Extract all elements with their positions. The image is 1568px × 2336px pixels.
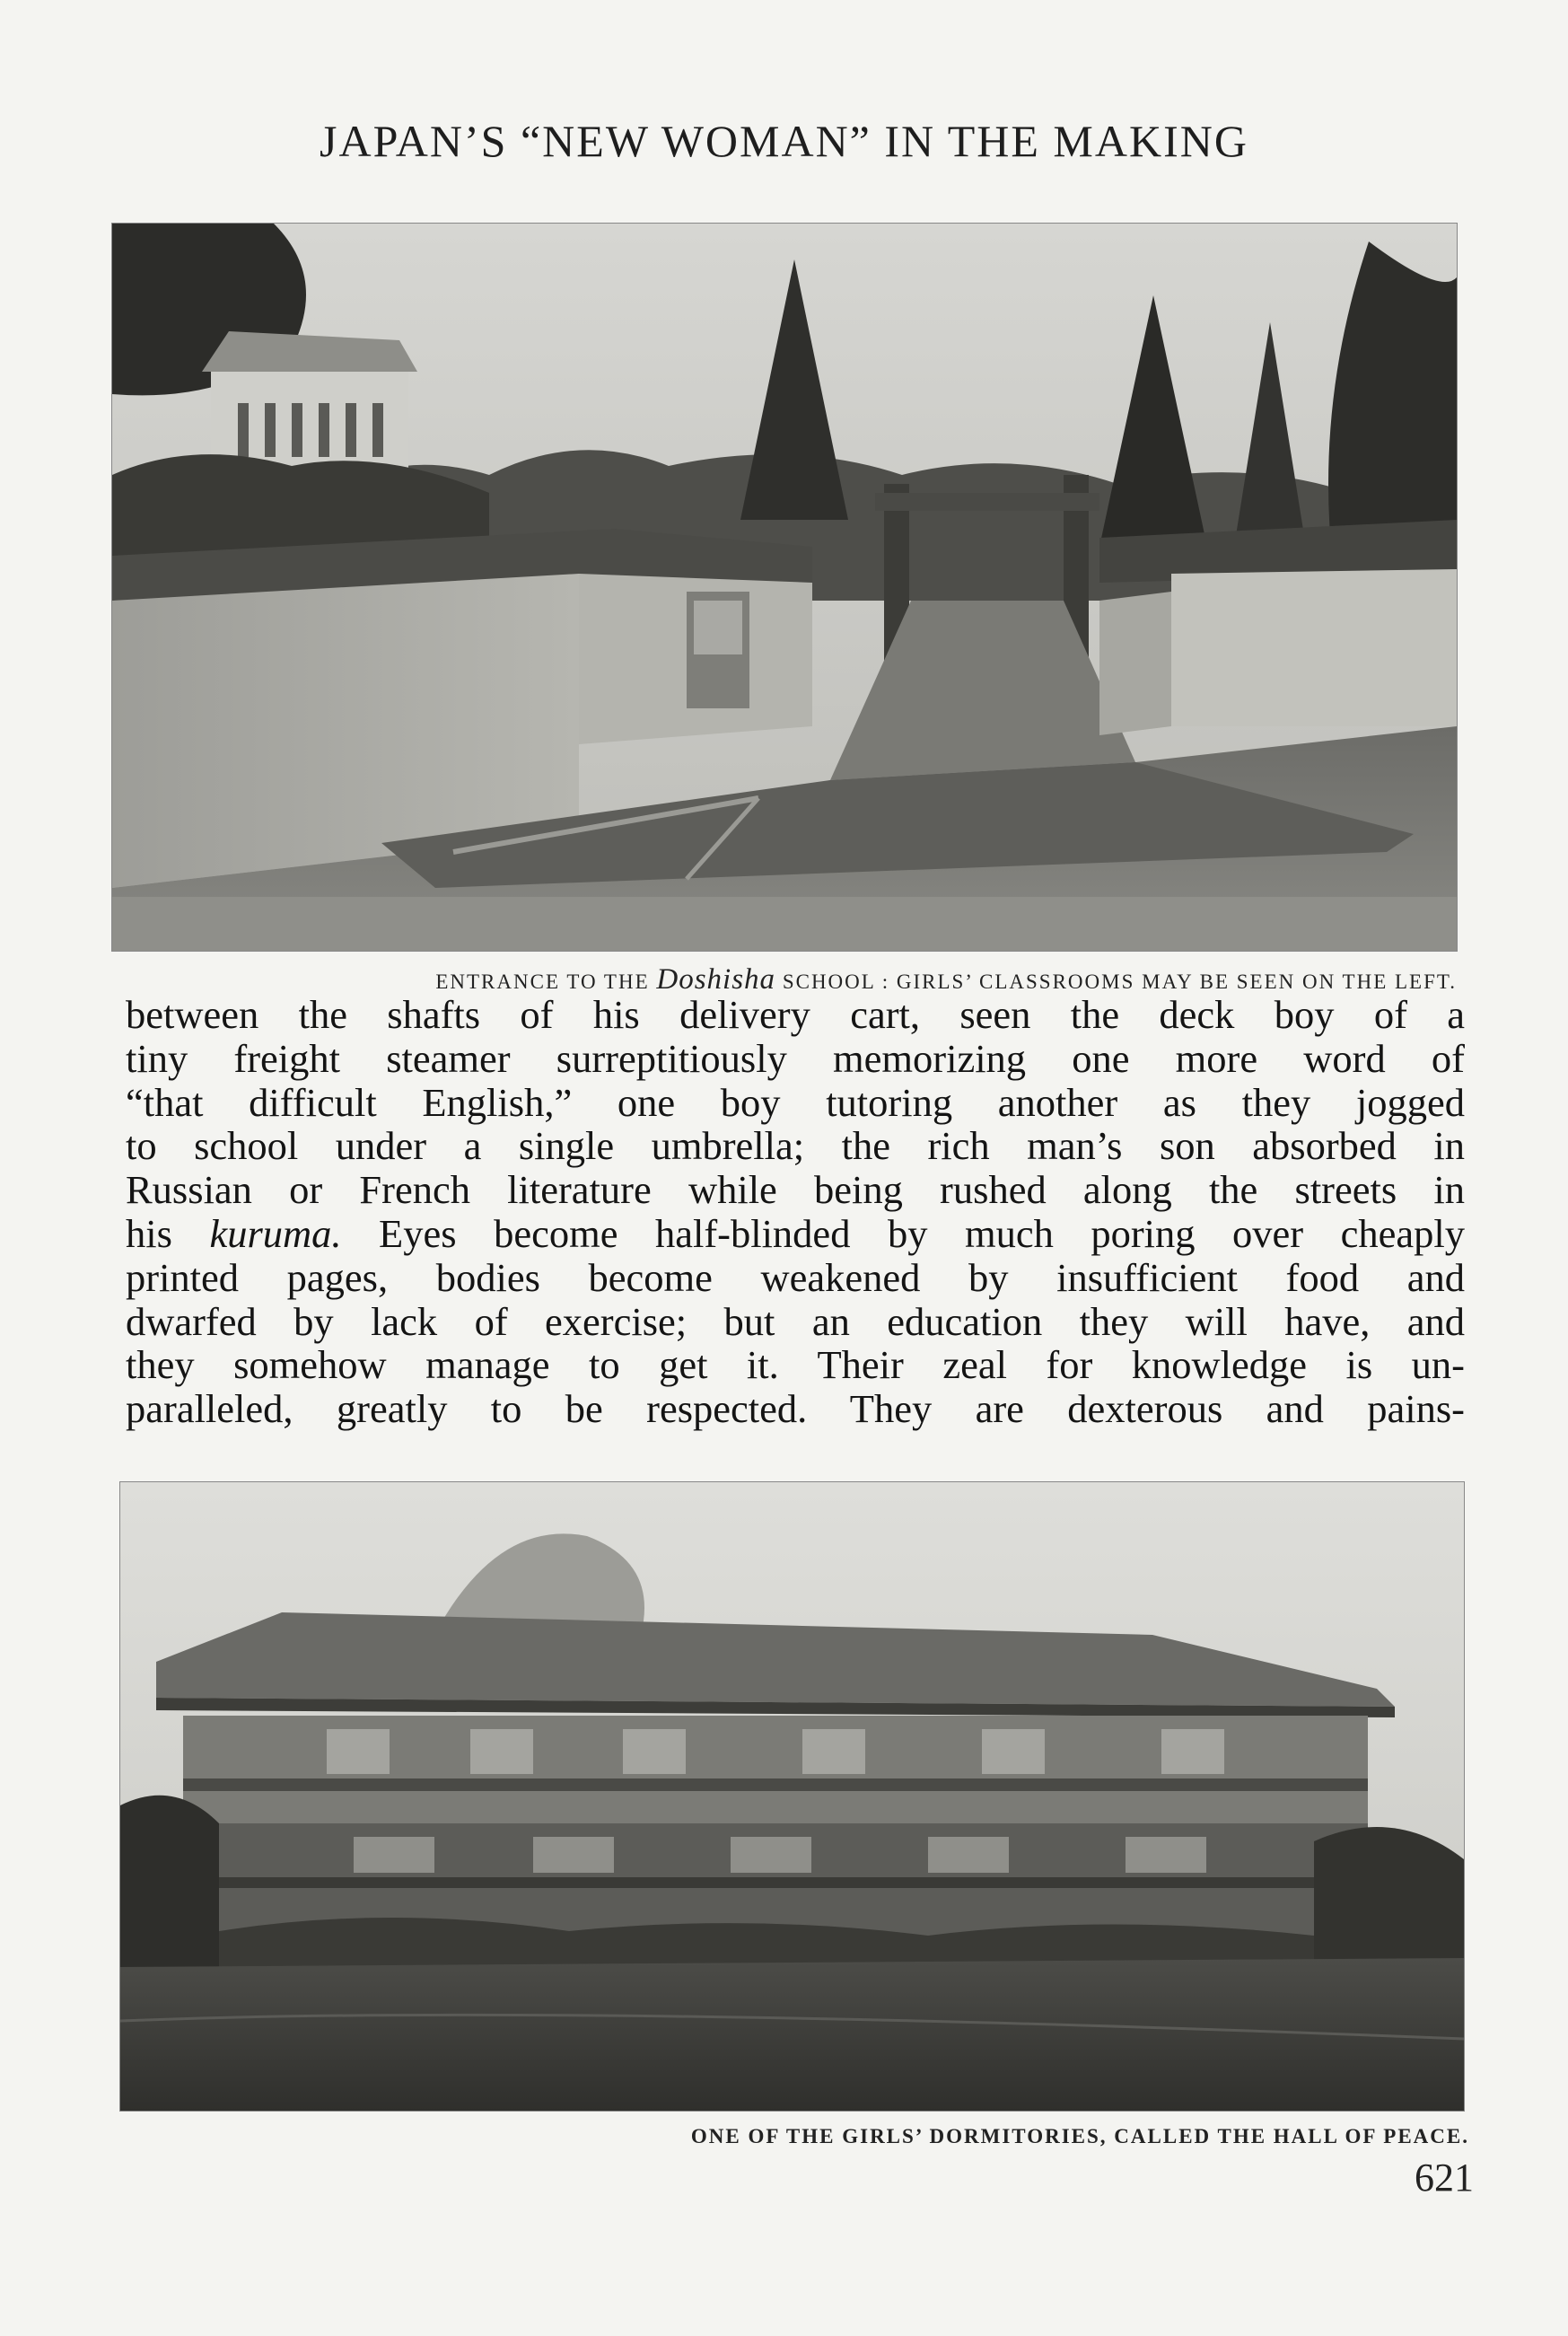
body-line-start: his [126,1210,210,1256]
body-line: tiny freight steamer surreptitiously memorizing one more word of [126,1035,1465,1081]
page-number: 621 [1415,2156,1474,2200]
body-line: they somehow manage to get it. Their zeal for knowledge is un- [126,1342,1465,1388]
body-paragraph [126,993,1465,1431]
body-line: to school under a single umbrella; the rich man’s son absorbed in [126,1123,1465,1169]
body-line: between the shafts of his delivery cart, seen the deck boy of a [126,992,1465,1037]
dormitory-photograph [119,1481,1465,2112]
entrance-photograph [111,223,1458,952]
dormitory-photograph-image [120,1482,1464,2111]
body-line: dwarfed by lack of exercise; but an education they will have, and [126,1298,1465,1344]
running-head: JAPAN’S “NEW WOMAN” IN THE MAKING [320,116,1248,166]
caption-text-end: SCHOOL : GIRLS’ CLASSROOMS MAY BE SEEN ON THE LEFT. [775,970,1457,993]
dormitory-photograph-caption: ONE OF THE GIRLS’ DORMITORIES, CALLED THE HALL OF PEACE. [690,2125,1469,2147]
body-line-end: Eyes become half-blinded by much poring over cheaply [341,1210,1465,1256]
body-line: printed pages, bodies become weakened by insufficient food and [126,1254,1465,1300]
body-italic-word: kuruma. [209,1210,342,1256]
body-line: “that difficult English,” one boy tutoring another as they jogged [126,1079,1465,1125]
caption-school-name: Doshisha [656,963,776,996]
caption-text-start: ENTRANCE TO THE [435,970,657,993]
body-line [126,1212,1465,1256]
entrance-photograph-image [112,224,1457,951]
body-line: paralleled, greatly to be respected. They are dexterous and pains- [126,1386,1465,1432]
body-line: Russian or French literature while being rushed along the streets in [126,1167,1465,1213]
